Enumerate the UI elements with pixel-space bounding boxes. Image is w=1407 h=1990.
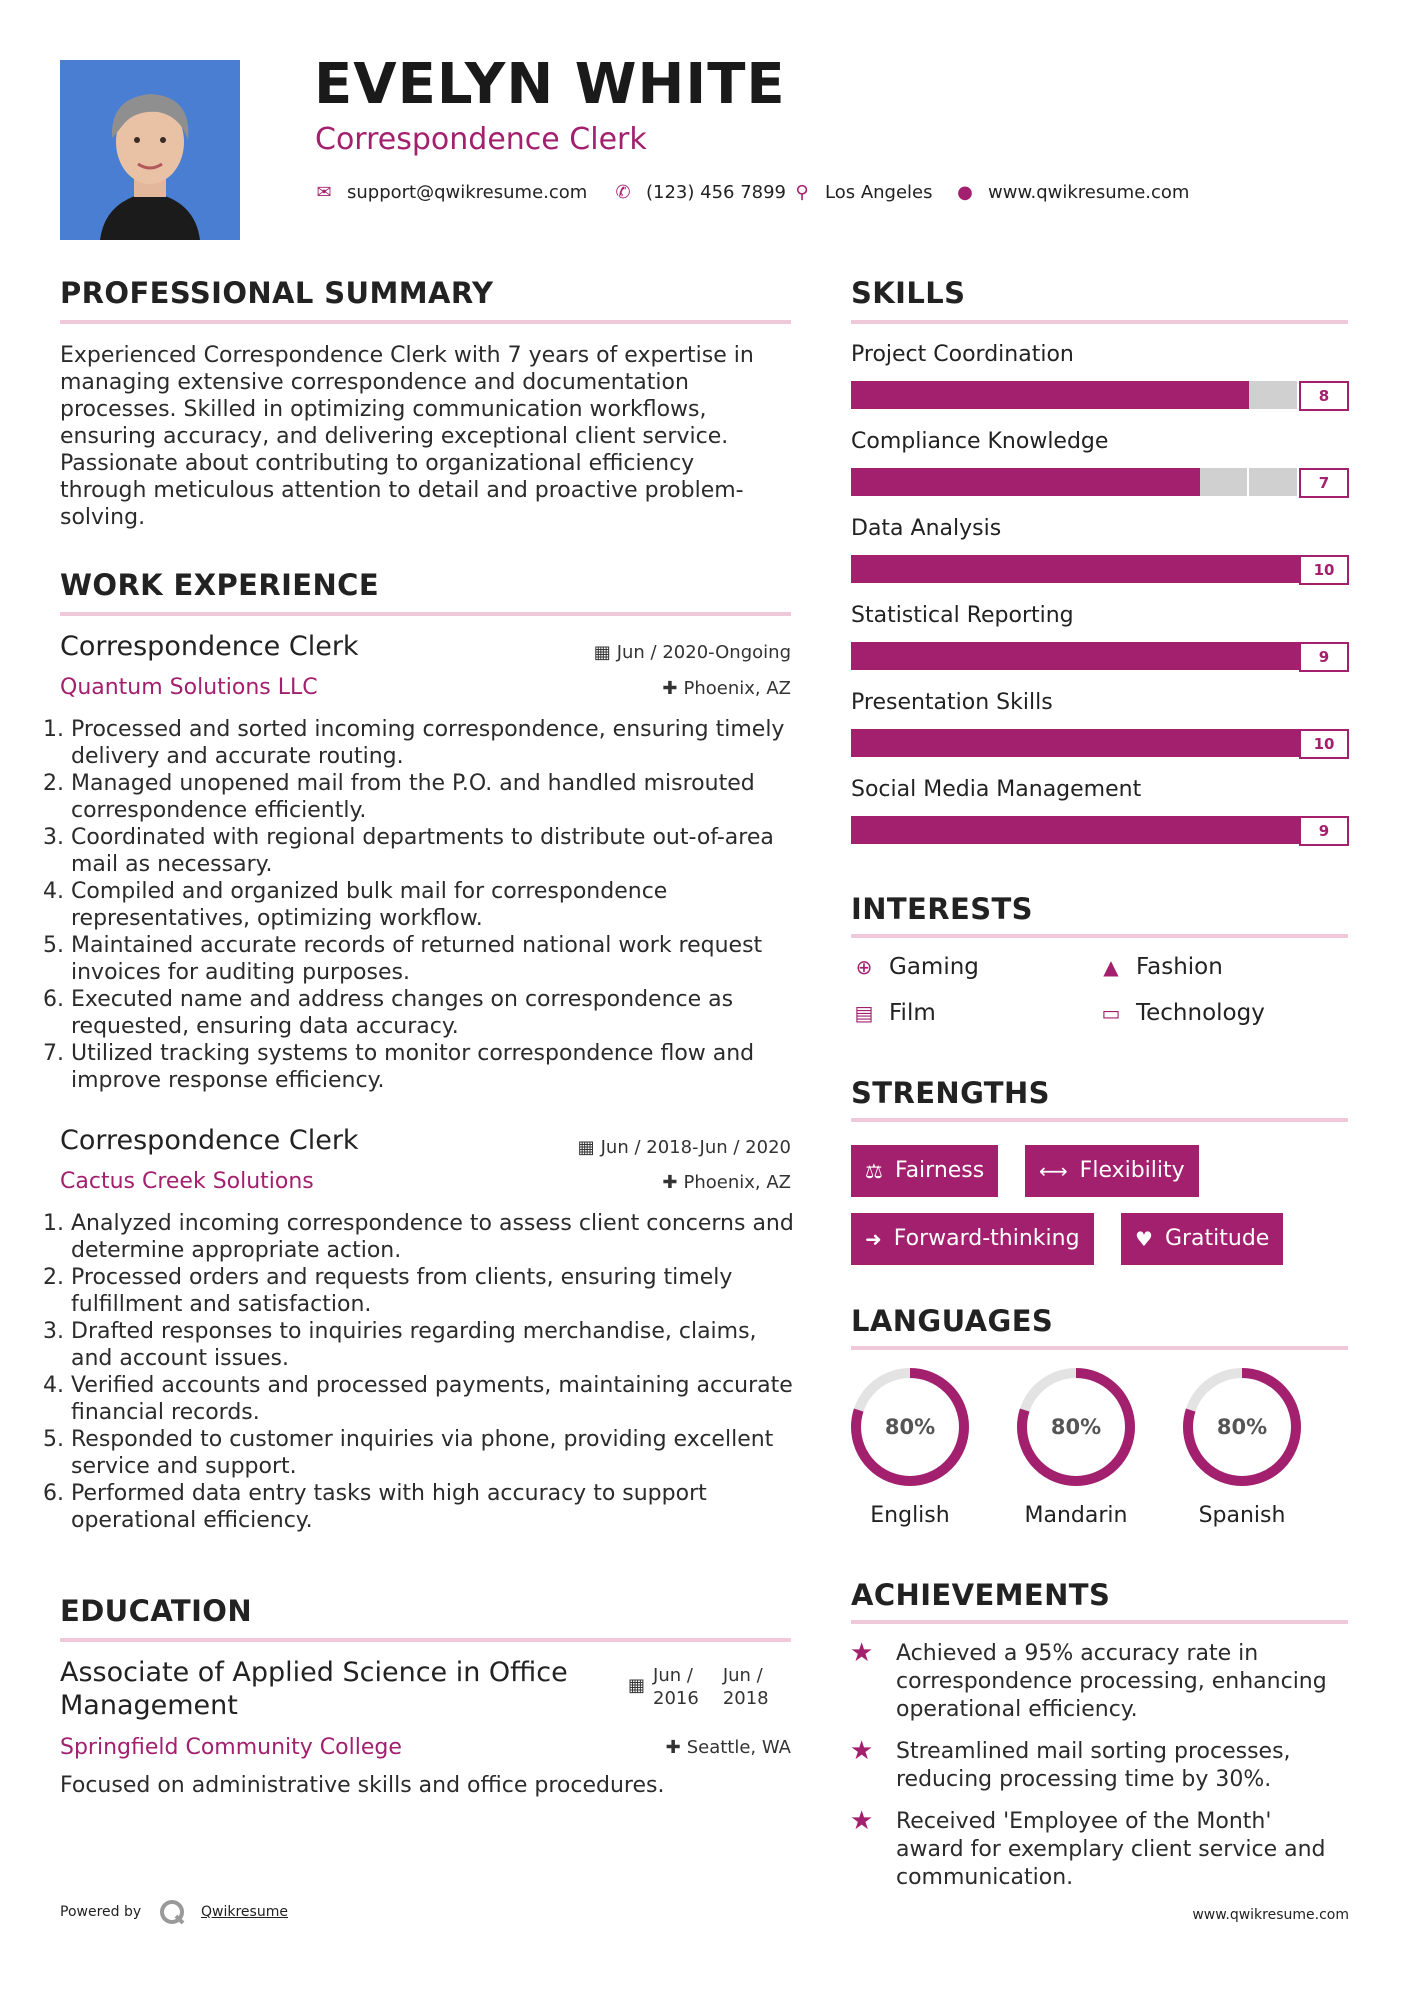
achievements-rule <box>851 1620 1348 1624</box>
language-percent: 80% <box>1050 1415 1102 1439</box>
map-marker-icon: ⚲ <box>795 181 809 203</box>
qwikresume-link[interactable]: Qwikresume <box>201 1904 288 1920</box>
education-end-year: 2018 <box>722 1688 769 1709</box>
skill-bar-filled-segment <box>1249 729 1299 757</box>
summary-line: solving. <box>60 505 146 530</box>
duty-item: 4. Verified accounts and processed payments, maintaining accurate financial records. <box>71 1372 800 1426</box>
skill-bar-filled-segment <box>1200 642 1250 670</box>
job-1-location <box>662 678 791 699</box>
school-name: Springfield Community College <box>60 1735 402 1760</box>
achievement-line: Achieved a 95% accuracy rate in <box>896 1641 1259 1666</box>
skill-bar-filled-segment <box>951 816 1001 844</box>
profile-photo <box>60 60 240 240</box>
skill-bar-filled-segment <box>1100 816 1150 844</box>
interest-fashion <box>1098 954 1223 980</box>
envelope-icon: ✉ <box>316 181 332 203</box>
job-2-location <box>662 1172 791 1193</box>
summary-text <box>60 342 800 531</box>
calendar-icon: ▦ <box>628 1675 646 1696</box>
skill-name: Project Coordination <box>851 342 1074 367</box>
candidate-title: Correspondence Clerk <box>315 122 647 157</box>
skill-bar-filled-segment <box>901 729 951 757</box>
strength-forward-thinking-label: Forward-thinking <box>893 1226 1080 1251</box>
duty-item: 6. Performed data entry tasks with high accuracy to support operational efficiency. <box>71 1480 800 1534</box>
interests-rule <box>851 934 1348 938</box>
interest-fashion-label: Fashion <box>1136 954 1223 980</box>
calendar-icon: ▦ <box>593 642 611 663</box>
skill-bar-filled-segment <box>951 468 1001 496</box>
skill-bar-filled-segment <box>1000 468 1050 496</box>
skill-bar-filled-segment <box>1000 381 1050 409</box>
candidate-name: EVELYN WHITE <box>314 52 786 117</box>
skill-score-badge: 8 <box>1299 381 1349 411</box>
duty-item: 1. Processed and sorted incoming correspondence, ensuring timely delivery and accurate routing. <box>71 716 800 770</box>
skill-bar-filled-segment <box>1100 642 1150 670</box>
qwikresume-logo-icon <box>158 1898 186 1926</box>
skill-bar-filled-segment <box>951 555 1001 583</box>
skill-bar-filled-segment <box>1249 816 1299 844</box>
language-name: Mandarin <box>1024 1503 1128 1528</box>
skill-bar-filled-segment <box>901 381 951 409</box>
laptop-icon: ▭ <box>1101 1001 1121 1025</box>
education-rule <box>60 1638 791 1642</box>
star-icon: ★ <box>850 1806 874 1836</box>
skill-score-badge: 9 <box>1299 642 1349 672</box>
education-end-month: Jun / <box>722 1665 763 1686</box>
language-ring <box>1011 1362 1141 1492</box>
job-2-location-text: Phoenix, AZ <box>683 1172 791 1193</box>
job-1-dates <box>594 642 791 663</box>
strength-gratitude <box>1121 1213 1283 1265</box>
contact-phone[interactable] <box>614 178 786 206</box>
language-percent: 80% <box>1216 1415 1268 1439</box>
skill-name: Statistical Reporting <box>851 603 1074 628</box>
skill-bar-empty-segment <box>1200 468 1248 496</box>
achievement-line: communication. <box>896 1865 1074 1890</box>
strength-flexibility-label: Flexibility <box>1079 1158 1185 1183</box>
achievement-line: reducing processing time by 30%. <box>896 1767 1272 1792</box>
duty-item: 1. Analyzed incoming correspondence to assess client concerns and determine appropriate action. <box>71 1210 800 1264</box>
education-start-year: 2016 <box>653 1688 699 1709</box>
email-text: support@qwikresume.com <box>347 181 588 203</box>
skill-bar-filled-segment <box>1249 555 1299 583</box>
skill-bar-filled-segment <box>851 729 901 757</box>
shopping-bag-icon: ▲ <box>1103 955 1119 979</box>
skill-name: Data Analysis <box>851 516 1002 541</box>
strength-forward-thinking <box>851 1213 1094 1265</box>
strength-gratitude-label: Gratitude <box>1164 1226 1270 1251</box>
skill-bar-filled-segment <box>1000 729 1050 757</box>
achievement-line: award for exemplary client service and <box>896 1837 1326 1862</box>
language-ring <box>1177 1362 1307 1492</box>
gamepad-icon: ⊕ <box>855 955 873 979</box>
work-heading: WORK EXPERIENCE <box>60 568 380 602</box>
skill-bar-filled-segment <box>1200 816 1250 844</box>
star-icon: ★ <box>850 1736 874 1766</box>
heart-icon: ♥ <box>1135 1227 1153 1251</box>
skill-bar-filled-segment <box>851 555 901 583</box>
work-rule <box>60 612 791 616</box>
job-1-duty-list <box>52 716 800 1094</box>
summary-heading: PROFESSIONAL SUMMARY <box>60 276 494 310</box>
strength-fairness-label: Fairness <box>894 1158 985 1183</box>
skill-bar-filled-segment <box>1000 642 1050 670</box>
skills-rule <box>851 320 1348 324</box>
duty-item: 7. Utilized tracking systems to monitor correspondence flow and improve response efficiency. <box>71 1040 800 1094</box>
skill-bar-filled-segment <box>1050 642 1100 670</box>
phone-text: (123) 456 7899 <box>646 181 787 203</box>
interest-gaming <box>851 954 979 980</box>
duty-item: 2. Managed unopened mail from the P.O. and handled misrouted correspondence efficiently. <box>71 770 800 824</box>
duty-item: 5. Responded to customer inquiries via phone, providing excellent service and support. <box>71 1426 800 1480</box>
interest-film-label: Film <box>889 1000 936 1026</box>
balance-scale-icon: ⚖ <box>865 1159 883 1183</box>
interests-heading: INTERESTS <box>851 892 1033 926</box>
job-2-dates <box>578 1137 791 1158</box>
skill-bar-filled-segment <box>1050 381 1100 409</box>
globe-icon: ● <box>957 181 973 203</box>
skill-name: Presentation Skills <box>851 690 1053 715</box>
interest-technology <box>1098 1000 1265 1026</box>
education-location-text: Seattle, WA <box>686 1737 791 1758</box>
job-2-duty-list <box>52 1210 800 1534</box>
duty-item: 2. Processed orders and requests from clients, ensuring timely fulfillment and satisfaction. <box>71 1264 800 1318</box>
education-end <box>723 1664 769 1710</box>
summary-line: through meticulous attention to detail and proactive problem- <box>60 478 744 503</box>
language-ring <box>845 1362 975 1492</box>
phone-icon: ✆ <box>615 181 631 203</box>
achievement-line: correspondence processing, enhancing <box>896 1669 1327 1694</box>
achievement-line: Streamlined mail sorting processes, <box>896 1739 1291 1764</box>
skill-score-badge: 9 <box>1299 816 1349 846</box>
pin-icon: ✚ <box>665 1737 681 1758</box>
website-text: www.qwikresume.com <box>988 181 1190 203</box>
film-icon: ▤ <box>854 1001 874 1025</box>
achievement-line: operational efficiency. <box>896 1697 1138 1722</box>
interest-gaming-label: Gaming <box>889 954 979 980</box>
calendar-icon: ▦ <box>577 1137 595 1158</box>
education-location <box>666 1737 791 1758</box>
education-note: Focused on administrative skills and office procedures. <box>60 1773 665 1798</box>
job-1-location-text: Phoenix, AZ <box>683 678 791 699</box>
skill-bar-filled-segment <box>1000 816 1050 844</box>
pin-icon: ✚ <box>662 678 678 699</box>
skill-score-badge: 10 <box>1299 729 1349 759</box>
duty-item: 6. Executed name and address changes on correspondence as requested, ensuring data accuracy. <box>71 986 800 1040</box>
skill-bar-filled-segment <box>1050 729 1100 757</box>
language-name: English <box>870 1503 950 1528</box>
skill-bar-filled-segment <box>1249 642 1299 670</box>
language-percent: 80% <box>884 1415 936 1439</box>
education-dates <box>628 1664 769 1710</box>
strengths-heading: STRENGTHS <box>851 1076 1050 1110</box>
skill-bar-filled-segment <box>1050 816 1100 844</box>
skill-bar-filled-segment <box>1000 555 1050 583</box>
education-start-month: Jun / <box>653 1665 693 1686</box>
skill-bar-filled-segment <box>1100 468 1150 496</box>
skill-bar-filled-segment <box>1200 381 1250 409</box>
skill-score-badge: 7 <box>1299 468 1349 498</box>
duty-item: 4. Compiled and organized bulk mail for correspondence representatives, optimizing workflow. <box>71 878 800 932</box>
duty-item: 3. Drafted responses to inquiries regarding merchandise, claims, and account issues. <box>71 1318 800 1372</box>
contact-location <box>793 178 933 206</box>
skill-bar-filled-segment <box>851 816 901 844</box>
skill-bar-filled-segment <box>1100 729 1150 757</box>
job-2-company: Cactus Creek Solutions <box>60 1169 314 1194</box>
skill-bar-filled-segment <box>1100 381 1150 409</box>
interest-film <box>851 1000 936 1026</box>
contact-website[interactable] <box>956 178 1189 206</box>
strengths-rule <box>851 1118 1348 1122</box>
summary-line: Passionate about contributing to organizational efficiency <box>60 451 695 476</box>
star-icon: ★ <box>850 1638 874 1668</box>
skill-score-badge: 10 <box>1299 555 1349 585</box>
skill-bar-filled-segment <box>851 381 901 409</box>
achievement-line: Received 'Employee of the Month' <box>896 1809 1272 1834</box>
location-text: Los Angeles <box>825 181 933 203</box>
degree-line-2: Management <box>60 1690 238 1721</box>
skill-bar-filled-segment <box>1150 729 1200 757</box>
skill-bar-filled-segment <box>901 642 951 670</box>
skill-bar-filled-segment <box>851 642 901 670</box>
languages-heading: LANGUAGES <box>851 1304 1054 1338</box>
achievement-item <box>896 1738 1291 1794</box>
languages-rule <box>851 1346 1348 1350</box>
skill-bar-filled-segment <box>1050 555 1100 583</box>
skill-bar-filled-segment <box>851 468 901 496</box>
job-1-title: Correspondence Clerk <box>60 631 359 662</box>
skill-bar-filled-segment <box>951 381 1001 409</box>
skill-bar-filled-segment <box>951 642 1001 670</box>
summary-line: processes. Skilled in optimizing communication workflows, <box>60 397 707 422</box>
job-1-dates-text: Jun / 2020-Ongoing <box>616 642 791 663</box>
job-1-duties <box>52 716 800 1094</box>
strength-flexibility <box>1025 1145 1199 1197</box>
powered-by-text: Powered by <box>60 1904 142 1920</box>
footer-website[interactable]: www.qwikresume.com <box>1192 1907 1349 1923</box>
interest-technology-label: Technology <box>1136 1000 1265 1026</box>
skill-bar-empty-segment <box>1249 468 1297 496</box>
skill-bar-filled-segment <box>1100 555 1150 583</box>
language-name: Spanish <box>1198 1503 1286 1528</box>
arrows-horizontal-icon: ⟷ <box>1039 1159 1068 1183</box>
achievement-item <box>896 1808 1326 1892</box>
summary-line: managing extensive correspondence and documentation <box>60 370 689 395</box>
skill-bar-filled-segment <box>951 729 1001 757</box>
education-start <box>653 1664 699 1710</box>
skill-bar-filled-segment <box>1200 729 1250 757</box>
education-heading: EDUCATION <box>60 1594 253 1628</box>
skill-bar-filled-segment <box>901 555 951 583</box>
summary-rule <box>60 320 791 324</box>
skill-bar-filled-segment <box>1050 468 1100 496</box>
achievement-item <box>896 1640 1327 1724</box>
summary-line: ensuring accuracy, and delivering exceptional client service. <box>60 424 729 449</box>
strength-fairness <box>851 1145 998 1197</box>
duty-item: 5. Maintained accurate records of returned national work request invoices for auditing purposes. <box>71 932 800 986</box>
contact-email[interactable] <box>315 178 587 206</box>
skill-bar-filled-segment <box>1150 468 1200 496</box>
duty-item: 3. Coordinated with regional departments to distribute out-of-area mail as necessary. <box>71 824 800 878</box>
job-2-dates-text: Jun / 2018-Jun / 2020 <box>600 1137 791 1158</box>
summary-line: Experienced Correspondence Clerk with 7 years of expertise in <box>60 343 754 368</box>
job-2-duties <box>52 1210 800 1534</box>
skills-heading: SKILLS <box>851 276 966 310</box>
skill-bar-filled-segment <box>1150 555 1200 583</box>
job-2-title: Correspondence Clerk <box>60 1125 359 1156</box>
skill-bar-filled-segment <box>1150 381 1200 409</box>
skill-bar-filled-segment <box>1200 555 1250 583</box>
skill-bar-filled-segment <box>901 468 951 496</box>
skill-bar-filled-segment <box>1150 816 1200 844</box>
degree-line-1: Associate of Applied Science in Office <box>60 1657 568 1688</box>
skill-bar-filled-segment <box>901 816 951 844</box>
avatar <box>60 60 240 240</box>
achievements-heading: ACHIEVEMENTS <box>851 1578 1111 1612</box>
job-1-company: Quantum Solutions LLC <box>60 675 318 700</box>
skill-name: Compliance Knowledge <box>851 429 1109 454</box>
skill-bar-filled-segment <box>1150 642 1200 670</box>
arrow-right-icon: ➜ <box>865 1227 882 1251</box>
skill-name: Social Media Management <box>851 777 1142 802</box>
skill-bar-empty-segment <box>1249 381 1297 409</box>
pin-icon: ✚ <box>662 1172 678 1193</box>
